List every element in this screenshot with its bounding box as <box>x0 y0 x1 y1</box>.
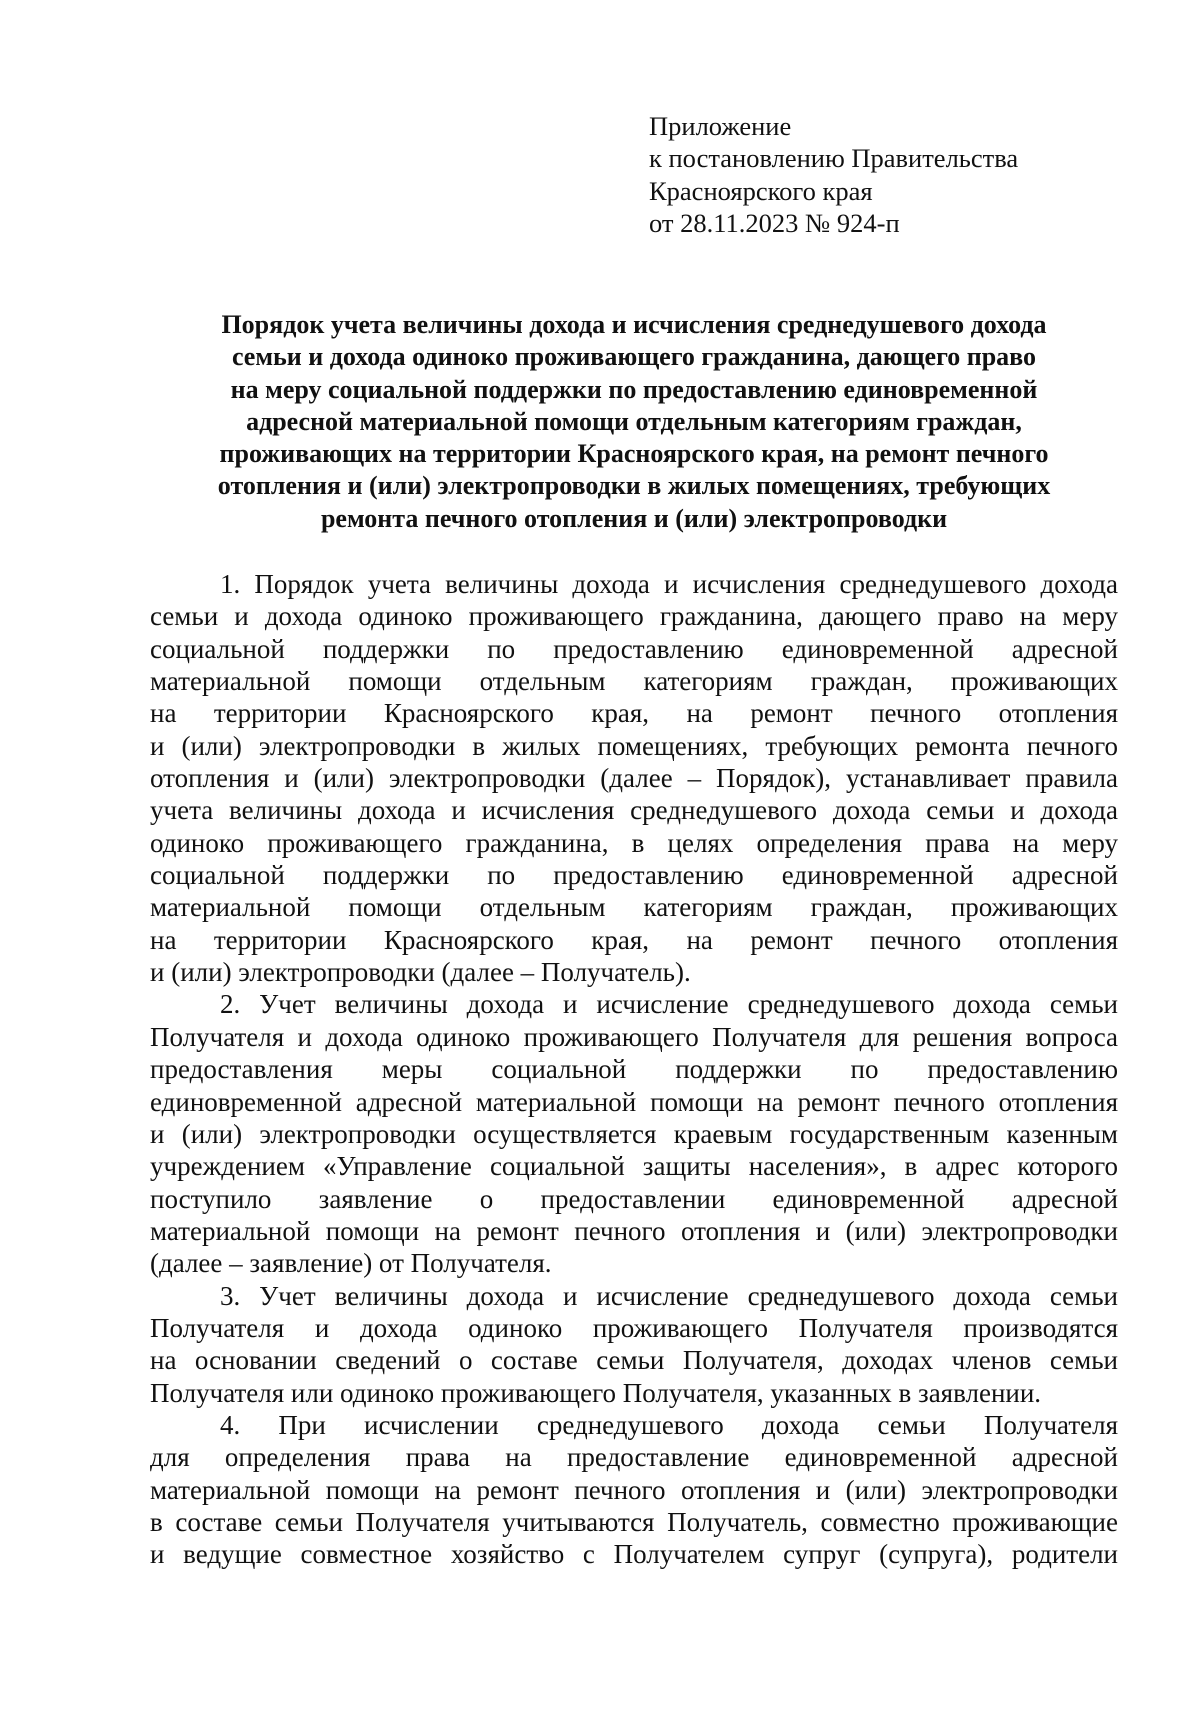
body-line: материальной помощи отдельным категориям граждан, проживающих <box>150 892 1118 923</box>
body-line: 1. Порядок учета величины дохода и исчисления среднедушевого дохода <box>220 569 1118 599</box>
title-line: ремонта печного отопления и (или) электропроводки <box>320 503 948 533</box>
title-line: семьи и дохода одиноко проживающего гражданина, дающего право <box>231 342 1037 372</box>
body-line: на территории Красноярского края, на ремонт печного отопления <box>150 698 1118 729</box>
body-line: на территории Красноярского края, на ремонт печного отопления <box>150 924 1118 955</box>
body-line: на основании сведений о составе семьи Получателя, доходах членов семьи <box>150 1345 1118 1376</box>
title-line: отопления и (или) электропроводки в жилых помещениях, требующих <box>217 471 1051 501</box>
document-title <box>150 309 1118 535</box>
body-line: 2. Учет величины дохода и исчисление среднедушевого дохода семьи <box>220 989 1118 1020</box>
document-body <box>150 568 1118 1571</box>
title-line: Порядок учета величины дохода и исчисления среднедушевого дохода <box>221 310 1047 339</box>
body-line: и (или) электропроводки осуществляется краевым государственным казенным <box>150 1118 1118 1149</box>
appendix-line: от 28.11.2023 № 924-п <box>649 208 900 239</box>
body-line: для определения права на предоставление единовременной адресной <box>150 1442 1118 1473</box>
appendix-header <box>649 110 1149 240</box>
body-line: семьи и дохода одиноко проживающего гражданина, дающего право на меру <box>150 601 1118 632</box>
body-line: поступило заявление о предоставлении единовременной адресной <box>150 1183 1118 1214</box>
body-line: в составе семьи Получателя учитываются Получатель, совместно проживающие <box>150 1506 1118 1537</box>
body-line: и ведущие совместное хозяйство с Получателем супруг (супруга), родители <box>150 1539 1118 1570</box>
appendix-line: Приложение <box>649 111 792 141</box>
body-line: предоставления меры социальной поддержки по предоставлению <box>150 1054 1118 1085</box>
appendix-line: Красноярского края <box>649 175 873 206</box>
body-line: материальной помощи на ремонт печного отопления и (или) электропроводки <box>150 1215 1118 1246</box>
body-line: материальной помощи на ремонт печного отопления и (или) электропроводки <box>150 1474 1118 1505</box>
body-line: и (или) электропроводки в жилых помещениях, требующих ремонта печного <box>150 730 1118 761</box>
body-line: единовременной адресной материальной помощи на ремонт печного отопления <box>150 1086 1118 1117</box>
body-line: 4. При исчислении среднедушевого дохода семьи Получателя <box>220 1409 1118 1440</box>
body-line: социальной поддержки по предоставлению единовременной адресной <box>150 860 1118 891</box>
body-line: (далее – заявление) от Получателя. <box>150 1248 552 1279</box>
body-line: 3. Учет величины дохода и исчисление среднедушевого дохода семьи <box>220 1280 1118 1311</box>
title-line: на меру социальной поддержки по предоставлению единовременной <box>230 374 1038 404</box>
body-line: материальной помощи отдельным категориям граждан, проживающих <box>150 666 1118 697</box>
appendix-line: к постановлению Правительства <box>649 143 1019 174</box>
body-line: и (или) электропроводки (далее – Получатель). <box>150 957 691 988</box>
title-line: проживающих на территории Красноярского края, на ремонт печного <box>219 439 1049 469</box>
body-line: одиноко проживающего гражданина, в целях определения права на меру <box>150 827 1118 858</box>
body-line: Получателя и дохода одиноко проживающего Получателя для решения вопроса <box>150 1021 1118 1052</box>
body-line: Получателя или одиноко проживающего Получателя, указанных в заявлении. <box>150 1377 1042 1408</box>
body-line: отопления и (или) электропроводки (далее – Порядок), устанавливает правила <box>150 763 1118 794</box>
title-line: адресной материальной помощи отдельным категориям граждан, <box>246 406 1022 436</box>
body-line: учреждением «Управление социальной защиты населения», в адрес которого <box>150 1151 1118 1182</box>
body-line: учета величины дохода и исчисления среднедушевого дохода семьи и дохода <box>150 795 1118 826</box>
body-line: Получателя и дохода одиноко проживающего Получателя производятся <box>150 1312 1118 1343</box>
body-line: социальной поддержки по предоставлению единовременной адресной <box>150 633 1118 664</box>
